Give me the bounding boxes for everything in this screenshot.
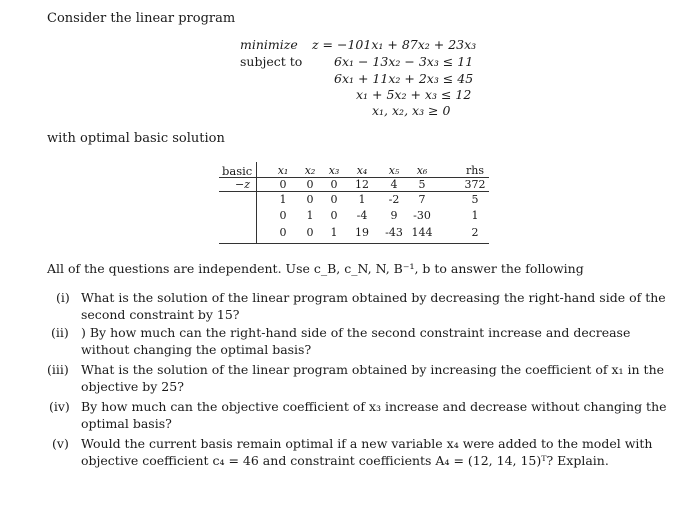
instructions-paragraph: All of the questions are independent. Use c_B, c_N, N, B⁻¹, b to answer the following bbox=[47, 261, 584, 276]
nonnegativity-constraint: x₁, x₂, x₃ ≥ 0 bbox=[372, 103, 451, 118]
table-cell: 1 bbox=[471, 209, 479, 222]
question-number: (ii) bbox=[51, 325, 69, 340]
table-cell: -43 bbox=[385, 226, 403, 239]
tableau-z-rule bbox=[219, 191, 489, 192]
question-text: What is the solution of the linear program obtained by increasing the coefficient of x₁ in the objective by 25? bbox=[81, 362, 665, 394]
question-number: (iii) bbox=[47, 362, 69, 377]
header-x2: x₂ bbox=[304, 164, 316, 177]
with-solution-text: with optimal basic solution bbox=[47, 131, 225, 146]
table-cell: 0 bbox=[279, 209, 287, 222]
intro-text: Consider the linear program bbox=[47, 11, 236, 26]
table-cell: 7 bbox=[418, 193, 426, 206]
table-cell: 144 bbox=[411, 226, 433, 239]
simplex-tableau bbox=[219, 162, 489, 243]
question-number: (v) bbox=[52, 436, 69, 451]
table-cell: 5 bbox=[418, 178, 426, 191]
table-cell: 1 bbox=[279, 193, 287, 206]
table-cell: 4 bbox=[390, 178, 398, 191]
table-cell: -2 bbox=[388, 193, 400, 206]
constraint-3: x₁ + 5x₂ + x₃ ≤ 12 bbox=[356, 87, 472, 102]
table-cell: 0 bbox=[330, 178, 338, 191]
table-cell: 0 bbox=[330, 209, 338, 222]
table-cell: 0 bbox=[330, 193, 338, 206]
table-cell: 1 bbox=[358, 193, 366, 206]
table-cell: 0 bbox=[306, 193, 314, 206]
header-x4: x₄ bbox=[356, 164, 368, 177]
table-cell: -4 bbox=[356, 209, 368, 222]
table-cell: 12 bbox=[355, 178, 369, 191]
table-cell: -30 bbox=[413, 209, 431, 222]
header-x5: x₅ bbox=[388, 164, 400, 177]
question-number: (i) bbox=[56, 290, 70, 305]
question-number: (iv) bbox=[49, 399, 70, 414]
table-cell: 1 bbox=[306, 209, 314, 222]
subject-to-label: subject to bbox=[240, 54, 303, 69]
header-rhs: rhs bbox=[466, 164, 484, 177]
table-cell: 372 bbox=[464, 178, 486, 191]
table-cell: 1 bbox=[330, 226, 338, 239]
constraint-2: 6x₁ + 11x₂ + 2x₃ ≤ 45 bbox=[334, 71, 474, 86]
question-text: ) By how much can the right-hand side of the second constraint increase and decrease without changing the optimal basis? bbox=[81, 325, 631, 357]
basic-header: basic bbox=[222, 164, 253, 178]
table-cell: 0 bbox=[279, 226, 287, 239]
table-cell: 19 bbox=[355, 226, 369, 239]
header-x3: x₃ bbox=[328, 164, 340, 177]
constraint-1: 6x₁ − 13x₂ − 3x₃ ≤ 11 bbox=[334, 54, 474, 69]
z-row-label: −z bbox=[235, 178, 251, 191]
tableau-divider bbox=[256, 162, 257, 243]
tableau-bottom-rule bbox=[219, 243, 489, 244]
table-cell: 5 bbox=[471, 193, 479, 206]
table-cell: 0 bbox=[306, 178, 314, 191]
table-cell: 2 bbox=[471, 226, 479, 239]
question-text: What is the solution of the linear program obtained by decreasing the right-hand side of the second constraint by 15? bbox=[81, 290, 666, 322]
question-text: Would the current basis remain optimal if a new variable x₄ were added to the model with objective coefficient c₄ = 46 and constraint coefficients A₄ = (12, 14, 15)ᵀ? Explain. bbox=[81, 436, 653, 468]
header-x1: x₁ bbox=[277, 164, 289, 177]
table-cell: 0 bbox=[306, 226, 314, 239]
minimize-label: minimize bbox=[240, 37, 298, 52]
header-x6: x₆ bbox=[416, 164, 428, 177]
table-cell: 9 bbox=[390, 209, 398, 222]
objective-function: z = −101x₁ + 87x₂ + 23x₃ bbox=[312, 37, 477, 52]
table-cell: 0 bbox=[279, 178, 287, 191]
question-text: By how much can the objective coefficient of x₃ increase and decrease without changing the optimal basis? bbox=[81, 399, 667, 431]
